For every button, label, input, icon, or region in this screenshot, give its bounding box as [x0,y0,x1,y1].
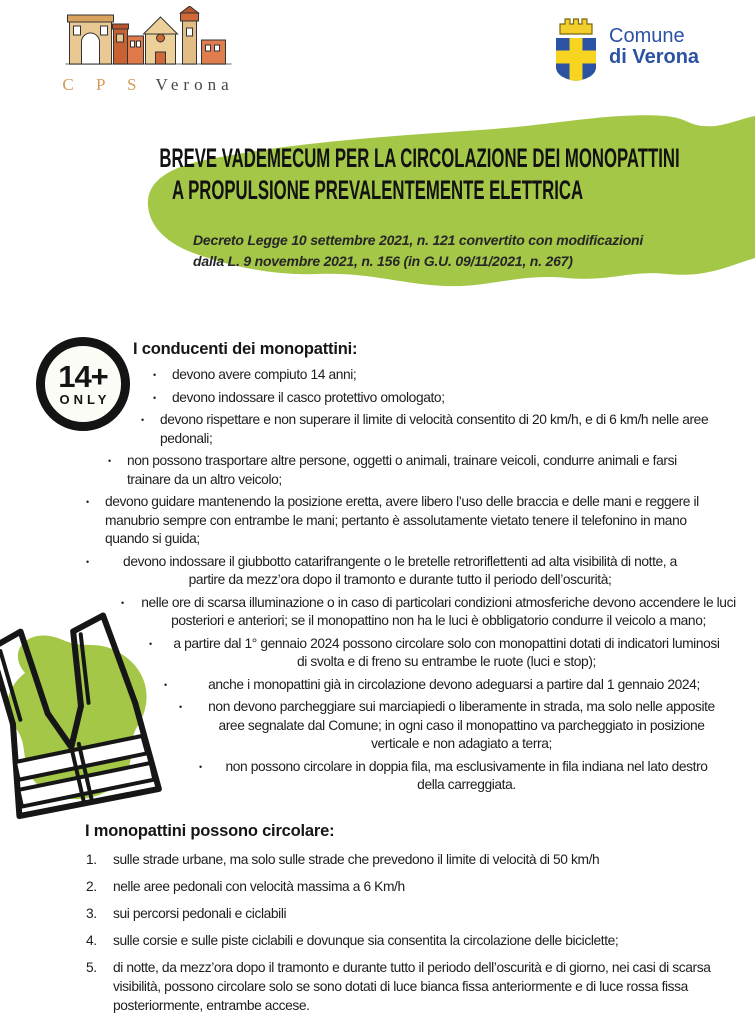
title-line-2: A PROPULSIONE PREVALENTEMENTE ELETTRICA [171,175,584,205]
rule-text: di notte, da mezz’ora dopo il tramonto e durante tutto il periodo dell’oscurità e di giorno, nei casi di scarsa visibilità, possono circolare solo se sono dotati di luce bianca fissa anteriormente e di luce rossa fissa posteriormente, entrambe accese. [113,960,711,1013]
rule-text: sulle corsie e sulle piste ciclabili e dovunque sia consentita la circolazione delle biciclette; [113,933,619,948]
rule-text: sui percorsi pedonali e ciclabili [113,906,287,921]
document-title [0,142,755,206]
item-number: 5. [86,960,97,975]
bullet-dot: • [86,497,89,507]
rule-item [86,493,700,549]
rule-text: sulle strade urbane, ma solo sulle strade che prevedono il limite di velocità di 50 km/h [113,852,600,867]
campanile-tower [180,6,198,64]
bullet-dot: • [164,679,167,690]
rule-item [121,594,737,631]
cps-verona-logo [58,6,238,95]
rule-text: anche i monopattini già in circolazione devono adeguarsi a partire dal 1 gennaio 2024; [208,676,700,692]
rule-item [153,389,725,408]
rule-item [149,635,725,672]
item-number: 2. [86,879,97,894]
numbered-rule-item [86,850,725,869]
rule-text: devono guidare mantenendo la posizione eretta, avere libero l’uso delle braccia e delle mani e reggere il manubrio sempre con entrambe le mani; pertanto è assolutamente vietato tenere il telefonino in mano quando si guida; [105,494,699,546]
rule-item [153,366,725,385]
safety-vest-illustration [0,595,170,825]
rule-text: non devono parcheggiare sui marciapiedi o liberamente in strada, ma solo nelle apposite aree segnalate dal Comune; in ogni caso il monopattino va parcheggiato in posizione verticale e non adagiato a terra; [208,699,715,751]
rule-item [179,698,725,754]
rule-item [141,411,710,448]
bullet-dot: • [153,392,156,403]
rule-item [199,758,715,795]
badge-age-text: 14+ [58,358,108,394]
bullet-dot: • [121,597,124,608]
cps-city-name: Verona [155,75,234,94]
cps-acronym: C P S [62,75,146,94]
section-circolare-heading: I monopattini possono circolare: [85,822,335,840]
numbered-rule-item [86,931,725,950]
bullet-dot: • [108,456,111,466]
item-number: 3. [86,906,97,921]
rule-text: devono avere compiuto 14 anni; [172,367,357,382]
arch-monument [67,15,113,64]
title-banner [0,106,755,301]
cps-logo-text [58,75,238,95]
title-line-1: BREVE VADEMECUM PER LA CIRCOLAZIONE DEI MONOPATTINI [159,143,680,173]
rule-item [86,553,695,590]
numbered-rule-item [86,958,725,1015]
item-number: 1. [86,852,97,867]
rule-text: non possono trasportare altre persone, oggetti o animali, trainare veicoli, condurre animali e farsi trainare da un altro veicolo; [127,453,677,487]
section-conducenti-heading: I conducenti dei monopattini: [133,340,358,358]
item-number: 4. [86,933,97,948]
rule-item [164,676,725,695]
small-building [201,40,225,64]
rule-text: non possono circolare in doppia fila, ma esclusivamente in fila indiana nel lato destro della carreggiata. [225,758,708,792]
comune-line2: di Verona [609,46,700,68]
numbered-rule-item [86,904,725,923]
badge-only-text: ONLY [59,391,111,407]
comune-logo-text [609,26,699,68]
section-circolare [0,822,755,1023]
comune-di-verona-logo [552,12,699,82]
decree-reference [193,230,643,272]
church-facade [143,17,177,64]
rule-text: devono indossare il giubbotto catarifrangente o le bretelle retroriflettenti ad alta visibilità di notte, a partire da mezz’ora dopo il tramonto e durante tutto il periodo dell’oscurità; [123,553,677,587]
bullet-dot: • [141,415,144,425]
rule-item [108,452,685,489]
bullet-dot: • [149,638,152,649]
decree-line-2: dalla L. 9 novembre 2021, n. 156 (in G.U. 09/11/2021, n. 267) [193,253,573,269]
comune-line1: Comune [609,25,685,47]
rule-text: nelle ore di scarsa illuminazione o in caso di particolari condizioni atmosferiche devono accendere le luci posteriori e anteriori; se il monopattino non ha le luci è obbligatorio condurre il veicolo a mano; [141,594,736,628]
verona-coat-of-arms-icon [552,12,600,82]
rule-text: a partire dal 1° gennaio 2024 possono circolare solo con monopattini dotati di indicatori luminosi di svolta e di freno su entrambe le ruote (luci e stop); [173,635,720,669]
decree-line-1: Decreto Legge 10 settembre 2021, n. 121 convertito con modificazioni [193,232,644,248]
bullet-dot: • [86,556,89,567]
verona-skyline-icon [61,6,236,68]
bullet-dot: • [179,702,182,712]
safety-vest-icon [0,595,170,825]
tower [112,24,128,64]
crown [560,19,592,34]
red-building [127,36,143,64]
rule-text: devono rispettare e non superare il limite di velocità consentito di 20 km/h, e di 6 km/h nelle aree pedonali; [160,412,709,446]
rule-text: devono indossare il casco protettivo omologato; [172,389,445,405]
numbered-rule-item [86,877,725,896]
bullet-dot: • [153,370,156,380]
bullet-dot: • [199,761,202,772]
rule-text: nelle aree pedonali con velocità massima a 6 Km/h [113,879,405,894]
